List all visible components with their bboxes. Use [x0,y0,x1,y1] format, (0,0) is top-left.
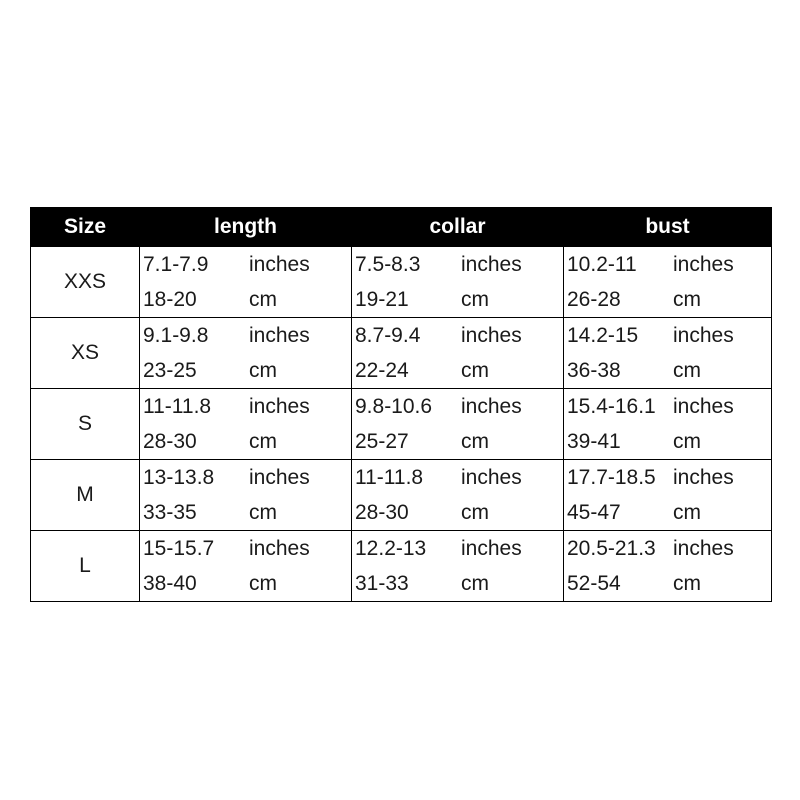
collar-measure-grid [352,460,563,530]
bust-cm-value: 52-54 [567,572,621,595]
length-inches-value: 7.1-7.9 [143,253,209,276]
table-row [31,389,772,460]
length-measure-grid [140,247,351,317]
cm-unit-label: cm [673,501,701,524]
inches-unit-label: inches [249,466,310,489]
collar-measure-grid [352,531,563,601]
collar-inches-value: 7.5-8.3 [355,253,421,276]
cm-unit-label: cm [249,430,277,453]
cm-unit-label: cm [461,430,489,453]
collar-measure-grid [352,318,563,388]
length-cell [140,318,352,389]
bust-cell [564,389,772,460]
bust-measure-grid [564,531,771,601]
cm-unit-label: cm [673,430,701,453]
inches-unit-label: inches [461,537,522,560]
table-row [31,318,772,389]
cm-unit-label: cm [673,572,701,595]
collar-inches-value: 9.8-10.6 [355,395,433,418]
bust-inches-value: 20.5-21.3 [567,537,656,560]
length-inches-value: 11-11.8 [143,395,212,418]
bust-measure-grid [564,460,771,530]
cm-unit-label: cm [673,288,701,311]
length-cm-value: 38-40 [143,572,197,595]
cm-unit-label: cm [249,501,277,524]
header-collar: collar [352,208,564,247]
collar-cm-value: 31-33 [355,572,409,595]
inches-unit-label: inches [461,466,522,489]
length-cm-value: 28-30 [143,430,197,453]
length-cm-value: 23-25 [143,359,197,382]
cm-unit-label: cm [461,359,489,382]
cm-unit-label: cm [249,572,277,595]
cm-unit-label: cm [249,288,277,311]
collar-cm-value: 25-27 [355,430,409,453]
cm-unit-label: cm [461,501,489,524]
bust-inches-value: 14.2-15 [567,324,639,347]
collar-measure-grid [352,247,563,317]
length-measure-grid [140,318,351,388]
size-label: XS [31,318,140,389]
bust-inches-value: 15.4-16.1 [567,395,656,418]
collar-inches-value: 8.7-9.4 [355,324,421,347]
size-chart-table [30,207,772,602]
collar-cm-value: 22-24 [355,359,409,382]
inches-unit-label: inches [673,395,734,418]
cm-unit-label: cm [461,572,489,595]
table-row [31,247,772,318]
length-cell [140,247,352,318]
bust-cell [564,247,772,318]
length-inches-value: 9.1-9.8 [143,324,209,347]
size-label: L [31,531,140,602]
inches-unit-label: inches [673,253,734,276]
collar-cell [352,460,564,531]
header-bust: bust [564,208,772,247]
collar-cell [352,389,564,460]
length-measure-grid [140,460,351,530]
bust-cell [564,460,772,531]
collar-cell [352,318,564,389]
header-row [31,208,772,247]
inches-unit-label: inches [249,324,310,347]
bust-cell [564,531,772,602]
length-cell [140,460,352,531]
length-cm-value: 33-35 [143,501,197,524]
collar-measure-grid [352,389,563,459]
bust-cm-value: 26-28 [567,288,621,311]
collar-cell [352,531,564,602]
bust-inches-value: 17.7-18.5 [567,466,656,489]
table-row [31,460,772,531]
bust-cm-value: 39-41 [567,430,621,453]
inches-unit-label: inches [673,537,734,560]
table-row [31,531,772,602]
length-cell [140,531,352,602]
collar-inches-value: 11-11.8 [355,466,424,489]
bust-cm-value: 45-47 [567,501,621,524]
size-label: S [31,389,140,460]
cm-unit-label: cm [673,359,701,382]
length-cm-value: 18-20 [143,288,197,311]
collar-cell [352,247,564,318]
bust-cell [564,318,772,389]
length-measure-grid [140,531,351,601]
inches-unit-label: inches [673,324,734,347]
inches-unit-label: inches [249,395,310,418]
bust-inches-value: 10.2-11 [567,253,637,276]
inches-unit-label: inches [461,324,522,347]
length-cell [140,389,352,460]
bust-measure-grid [564,389,771,459]
cm-unit-label: cm [249,359,277,382]
inches-unit-label: inches [249,253,310,276]
length-measure-grid [140,389,351,459]
cm-unit-label: cm [461,288,489,311]
collar-cm-value: 28-30 [355,501,409,524]
inches-unit-label: inches [673,466,734,489]
bust-measure-grid [564,318,771,388]
collar-cm-value: 19-21 [355,288,409,311]
size-label: XXS [31,247,140,318]
collar-inches-value: 12.2-13 [355,537,427,560]
length-inches-value: 13-13.8 [143,466,215,489]
bust-cm-value: 36-38 [567,359,621,382]
header-length: length [140,208,352,247]
inches-unit-label: inches [249,537,310,560]
size-label: M [31,460,140,531]
inches-unit-label: inches [461,395,522,418]
bust-measure-grid [564,247,771,317]
inches-unit-label: inches [461,253,522,276]
length-inches-value: 15-15.7 [143,537,215,560]
header-size: Size [31,208,140,247]
